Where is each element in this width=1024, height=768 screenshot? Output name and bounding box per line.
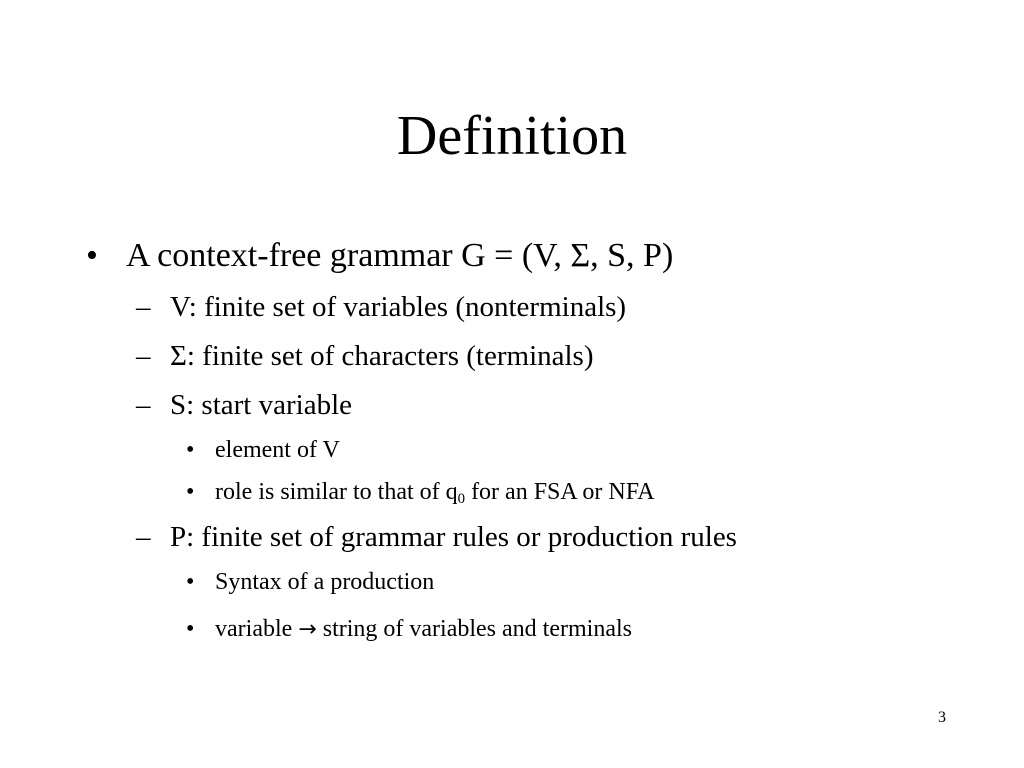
dash-marker: – [136,340,151,372]
slide-title: Definition [396,105,628,167]
dash-marker: – [136,291,151,323]
bullet-text: Σ: finite set of characters (terminals) [170,340,594,372]
bullet-marker: • [186,616,195,642]
bullet-text: V: finite set of variables (nonterminals) [170,291,627,323]
page-number: 3 [938,709,946,726]
bullet-text: A context-free grammar G = (V, Σ, S, P) [126,237,674,274]
bullet-text: role is similar to that of $q_0$ for an FSA or NFA [215,479,655,508]
dash-marker: – [136,389,151,421]
bullet-marker: • [186,437,195,463]
bullet-text: S: start variable [170,389,353,421]
bullet-text: Syntax of a production [215,569,435,595]
dash-marker: – [136,521,151,553]
bullet-text: P: finite set of grammar rules or production rules [170,521,737,553]
subscript-zero: 0 [457,491,466,508]
bullet-marker: • [186,569,195,595]
right-arrow-icon: → [298,617,317,642]
bullet-text: variable → string of variables and terminals [215,616,632,642]
bullet-marker: • [186,479,195,505]
bullet-marker: • [86,237,98,274]
bullet-text: element of V [215,437,340,463]
